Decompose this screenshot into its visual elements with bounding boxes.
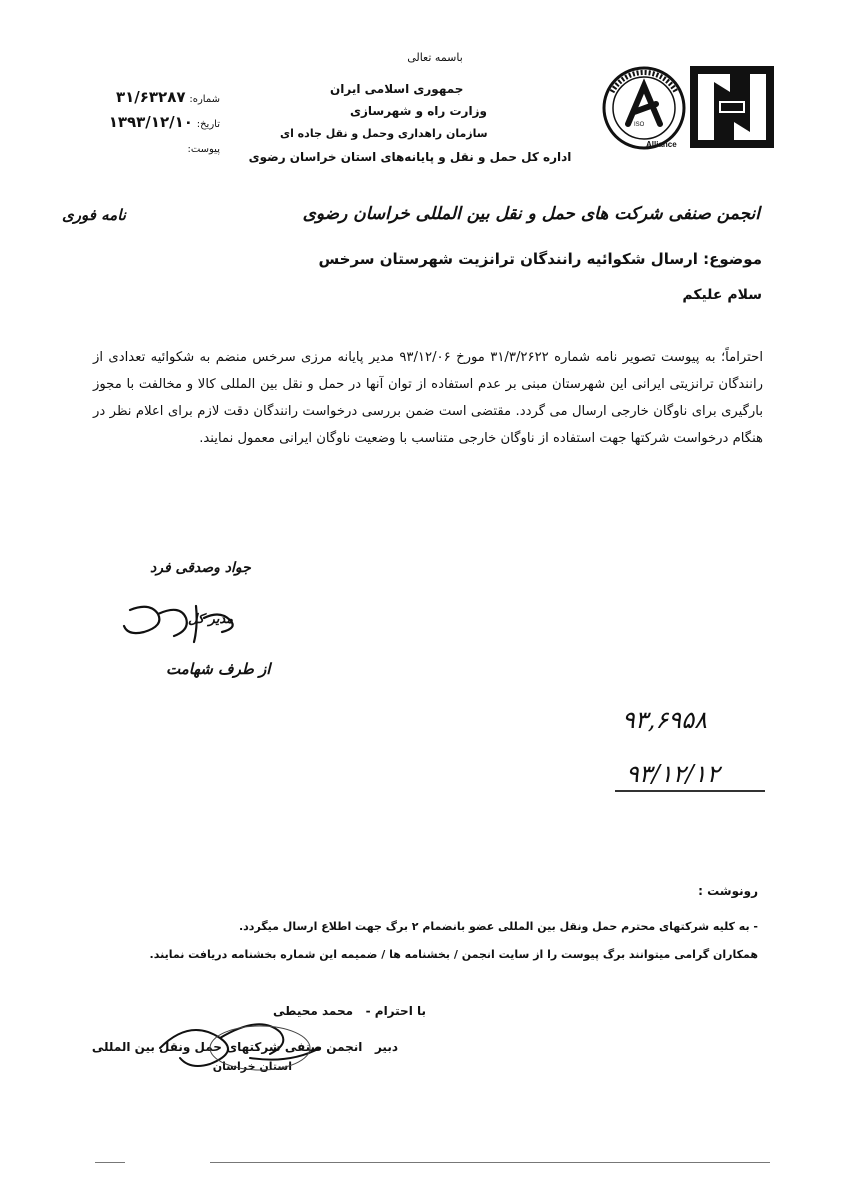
letter-attachment — [60, 141, 220, 155]
closing-role-text: انجمن صنفی شرکتهای حمل ونقل بین المللی — [91, 1040, 363, 1054]
header-bismillah: باسمه تعالی — [407, 51, 463, 64]
cc-line-1: - به کلیه شرکتهای محترم حمل ونقل بین المللی عضو بانضمام ۲ برگ جهت اطلاع ارسال میگردد. — [238, 920, 758, 933]
urgency-note: نامه فوری — [62, 206, 126, 224]
header-organization: سازمان راهداری وحمل و نقل جاده ای — [280, 127, 488, 140]
header-department: اداره کل حمل و نقل و پایانه‌های استان خراسان رضوی — [248, 150, 572, 164]
closing-regards-text: با احترام - — [365, 1004, 426, 1018]
letter-date — [60, 113, 220, 131]
footer-rule-left — [95, 1162, 125, 1163]
letter-number — [60, 88, 220, 106]
signatory-name: جواد وصدقی فرد — [150, 560, 251, 576]
header-ministry: وزارت راه و شهرسازی — [350, 104, 487, 118]
letter-attachment-label: پیوست: — [187, 144, 220, 155]
signatory-on-behalf: از طرف شهامت — [166, 660, 271, 678]
organization-logo — [598, 62, 778, 154]
letter-body — [93, 344, 763, 452]
logo-emblem-icon — [598, 62, 778, 154]
subject-line — [318, 250, 762, 268]
greeting: سلام علیکم — [682, 287, 762, 303]
cc-line-2: همکاران گرامی میتوانند برگ پیوست را از سایت انجمن / بخشنامه ها / ضمیمه این شماره بخشنامه دریافت نمایند. — [149, 948, 758, 961]
letter-number-value: ۳۱/۶۳۲۸۷ — [115, 88, 186, 106]
subject-text: ارسال شکوائیه رانندگان ترانزیت شهرستان سرخس — [318, 250, 698, 268]
letter-number-label: شماره: — [189, 94, 220, 105]
subject-label: موضوع: — [703, 250, 762, 268]
closing-role-2: استان خراسان — [212, 1060, 292, 1073]
closing-role-prefix: دبیر — [374, 1040, 398, 1054]
recipient: انجمن صنفی شرکت های حمل و نقل بین المللی خراسان رضوی — [302, 204, 760, 224]
cc-heading: رونوشت : — [698, 884, 758, 898]
ref-underline — [615, 790, 765, 792]
letter-date-value: ۱۳۹۳/۱۲/۱۰ — [108, 113, 193, 131]
handwritten-ref-number: ۹۳,۶۹۵۸ — [622, 706, 707, 734]
body-paragraph: احتراماً؛ به پیوست تصویر نامه شماره ۳۱/۳/۲۶۲۲ مورخ ۹۳/۱۲/۰۶ مدیر پایانه مرزی سرخس منضم به شکوائیه تعدادی از رانندگان ترانزیتی ایرانی این شهرستان مبنی بر عدم استفاده از توان آنها در حمل و نقل بین المللی کالا و مخالفت با مجوز بارگیری برای ناوگان خارجی ارسال می گردد. مقتضی است ضمن بررسی درخواست رانندگان دقت لازم برای اعلام نظر در هنگام درخواست شرکتها جهت استفاده از ناوگان خارجی متناسب با وضعیت ناوگان ایرانی معمول نمایند. — [93, 350, 763, 446]
header-country: جمهوری اسلامی ایران — [330, 82, 464, 96]
logo-org-text: ISO — [634, 122, 645, 128]
letter-date-label: تاریخ: — [196, 119, 220, 130]
logo-alliance-text: Alliance — [646, 140, 677, 149]
signatory-title: مدیر کل — [188, 612, 234, 627]
closing-signature — [150, 1008, 330, 1078]
handwritten-ref-date: ۹۳/۱۲/۱۲ — [626, 760, 720, 788]
footer-rule — [210, 1162, 770, 1163]
closing-name: محمد محیطی — [273, 1004, 354, 1018]
